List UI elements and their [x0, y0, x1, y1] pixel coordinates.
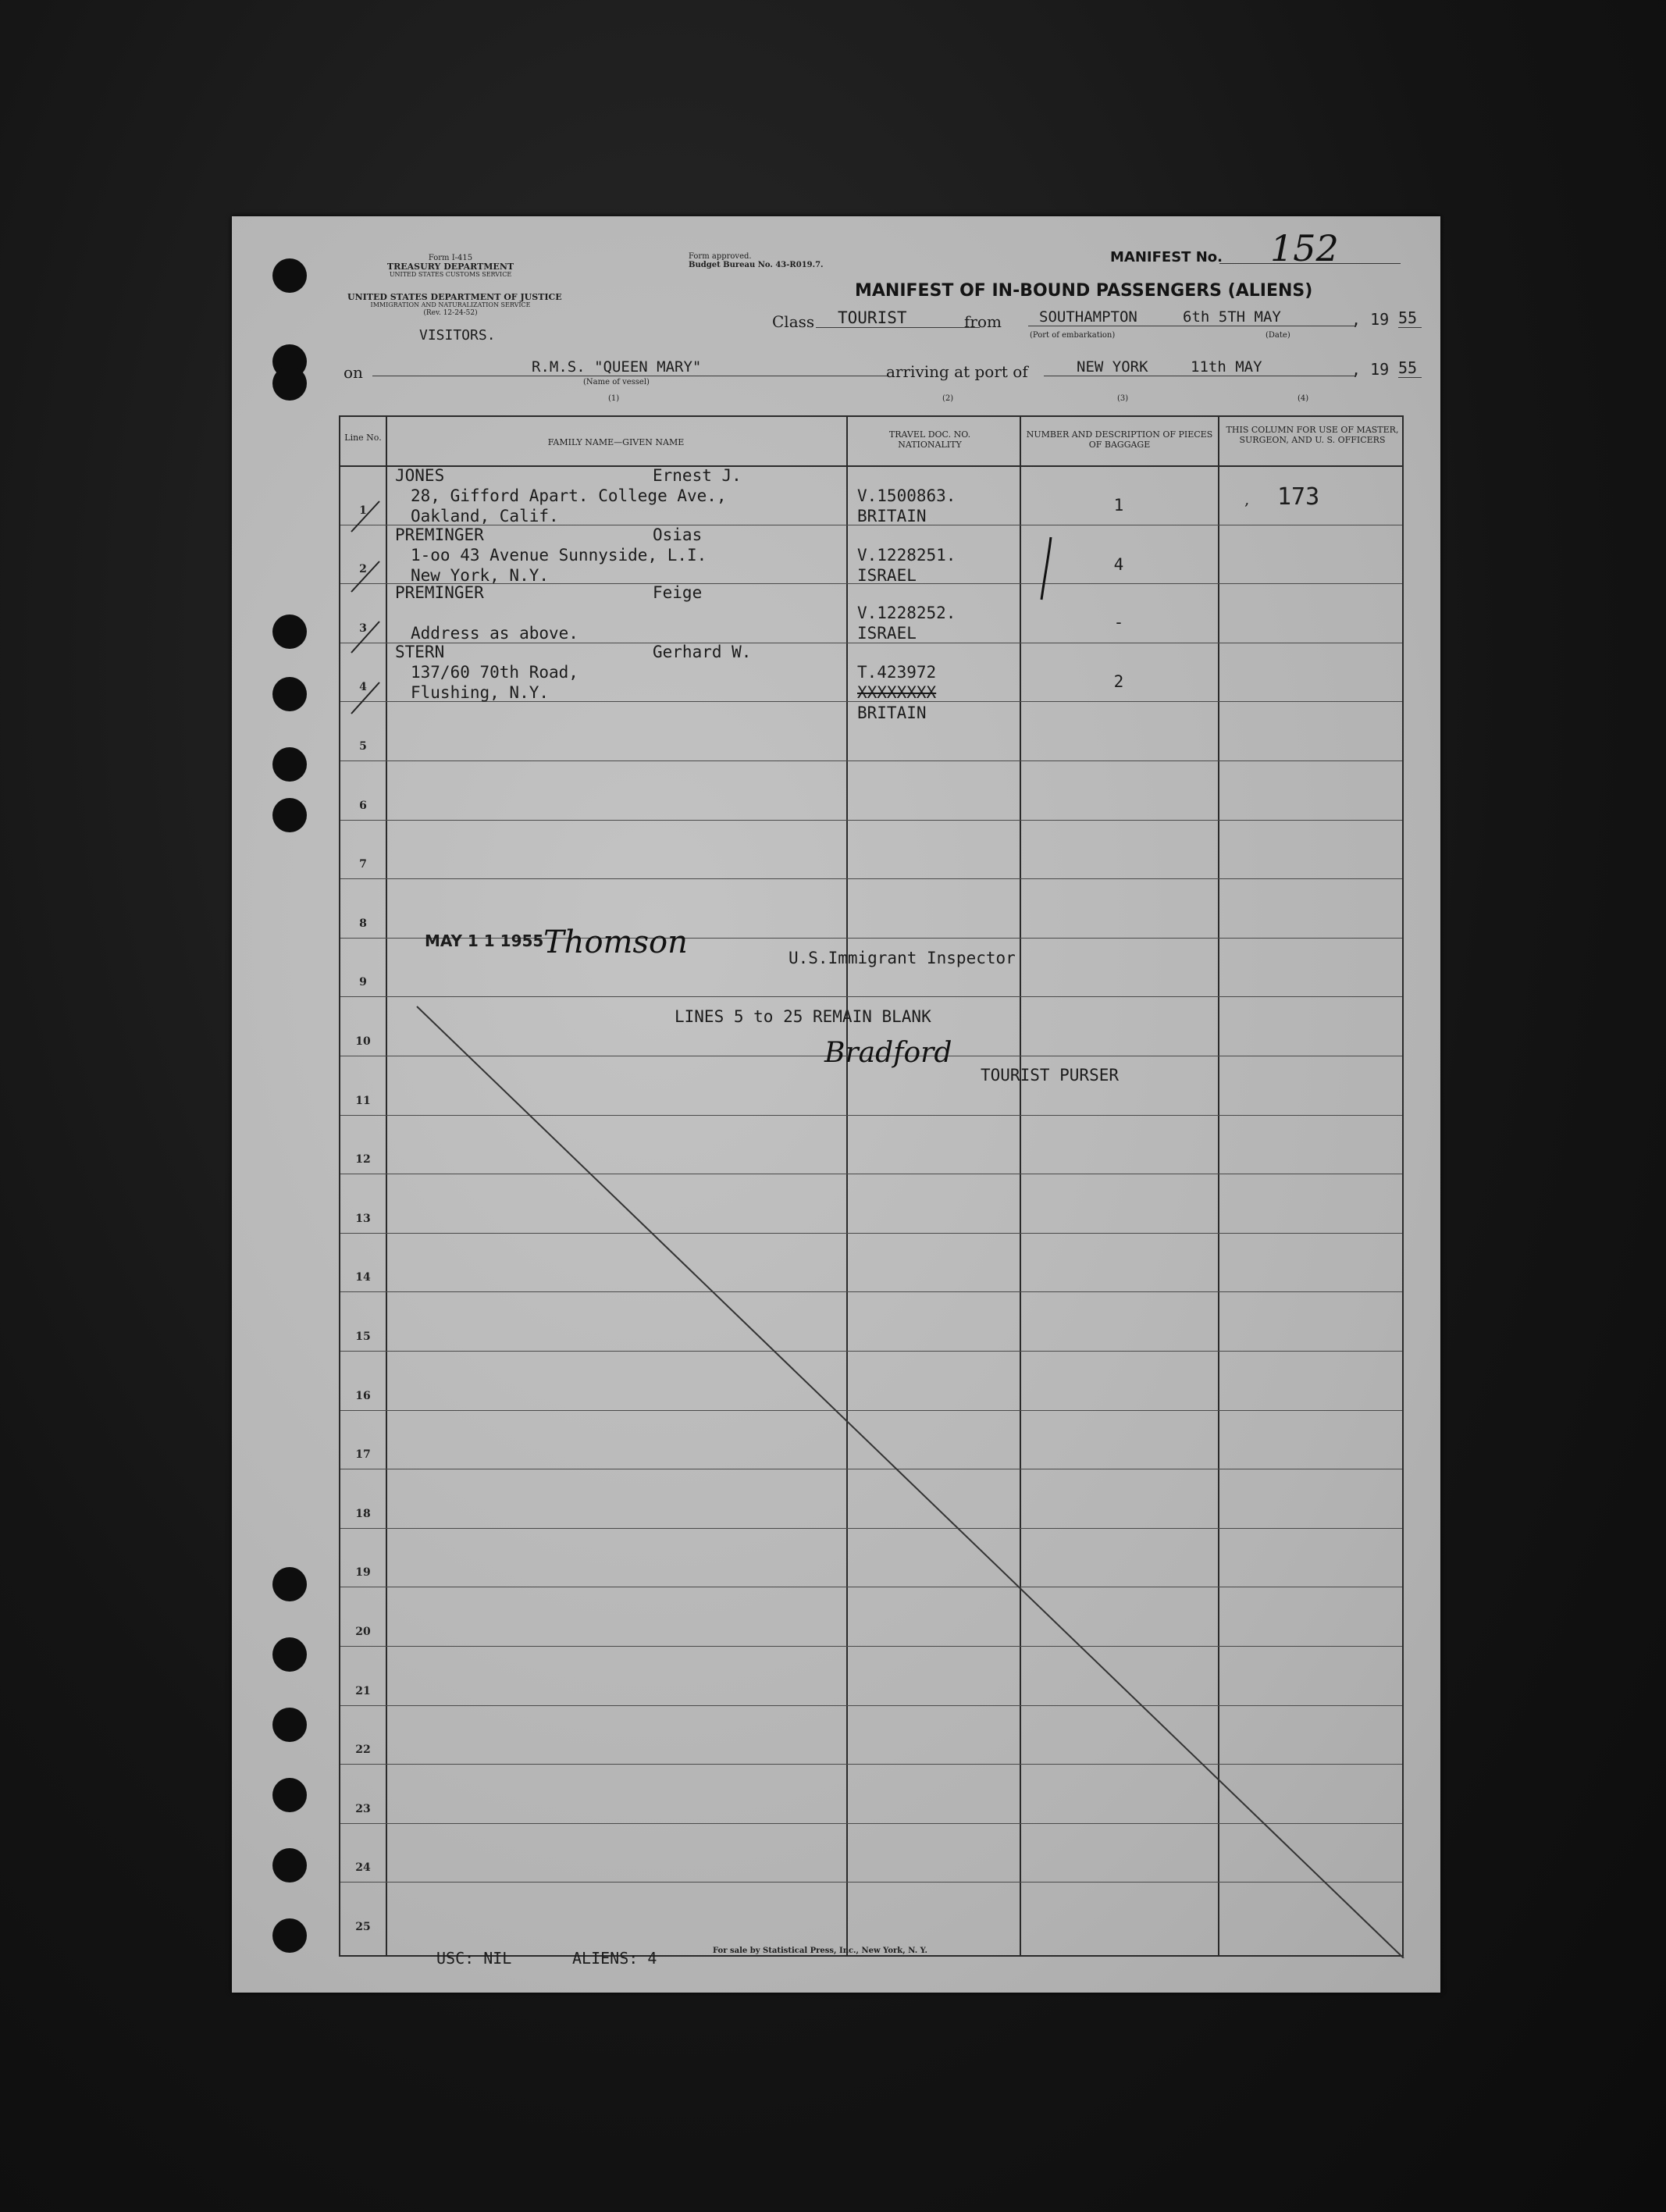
ins-service: IMMIGRATION AND NATURALIZATION SERVICE [370, 301, 531, 308]
binder-hole [272, 1567, 307, 1601]
travel-doc-struck: XXXXXXXX [857, 683, 937, 702]
line-number: 10 [355, 1035, 371, 1048]
line-number: 2 [359, 563, 367, 576]
travel-doc-number: T.423972 [857, 663, 937, 682]
header-name: FAMILY NAME—GIVEN NAME [547, 437, 685, 447]
nationality: BRITAIN [857, 703, 927, 722]
year2-prefix: , 19 [1351, 360, 1390, 379]
purser-signature: Bradford [824, 1037, 952, 1069]
manifest-no-label: MANIFEST No. [1110, 249, 1223, 265]
baggage-count: 4 [1113, 555, 1124, 574]
tick-mark: , [1244, 490, 1250, 508]
travel-doc-number: V.1500863. [857, 486, 956, 505]
binder-hole [272, 366, 307, 401]
passenger-address-city: Flushing, N.Y. [411, 683, 550, 702]
arrival-port: NEW YORK [1044, 358, 1355, 376]
binder-hole [272, 747, 307, 782]
void-diagonal-line [340, 417, 1405, 1958]
passenger-address-city: Address as above. [411, 624, 578, 643]
revision: (Rev. 12-24-52) [423, 309, 478, 317]
line-number: 11 [355, 1094, 371, 1107]
arrival-date: 11th MAY [1191, 358, 1262, 376]
baggage-count: 1 [1113, 496, 1124, 515]
approval-line2: Budget Bureau No. 43-R019.7. [689, 261, 824, 269]
line-number: 14 [355, 1271, 371, 1284]
line-number: 19 [355, 1566, 371, 1580]
officer-note: 173 [1277, 483, 1320, 511]
header-line-no: Line No. [344, 433, 382, 443]
approval-line1: Form approved. [689, 252, 752, 261]
binder-hole [272, 614, 307, 649]
col1-ref: (1) [608, 394, 620, 403]
line-number: 22 [355, 1744, 371, 1757]
nationality: BRITAIN [857, 507, 927, 525]
printer-note: For sale by Statistical Press, Inc., New York, N. Y. [713, 1947, 927, 1955]
header-baggage: NUMBER AND DESCRIPTION OF PIECES OF BAGGAGE [1026, 429, 1213, 450]
embarkation-date: 6th 5TH MAY [1175, 308, 1355, 326]
travel-doc-number: V.1228251. [857, 546, 956, 565]
binder-hole [272, 1778, 307, 1812]
line-number: 7 [359, 858, 367, 871]
class-value: TOURIST [816, 308, 980, 328]
line-number: 1 [359, 504, 367, 517]
from-label: from [964, 312, 1002, 331]
line-number: 16 [355, 1389, 371, 1402]
line-number: 15 [355, 1330, 371, 1343]
passenger-given-name: Feige [653, 583, 703, 602]
on-label: on [344, 363, 363, 382]
vessel-caption: (Name of vessel) [583, 378, 650, 386]
manifest-no-value: 152 [1270, 227, 1339, 269]
binder-hole [272, 1918, 307, 1953]
visitors-label: VISITORS. [419, 327, 496, 344]
binder-hole [272, 258, 307, 293]
binder-hole [272, 1708, 307, 1742]
line-number: 4 [359, 681, 367, 694]
justice-dept: UNITED STATES DEPARTMENT OF JUSTICE [347, 292, 562, 302]
line-number: 25 [355, 1921, 371, 1933]
line-number: 18 [355, 1507, 371, 1520]
embarkation-port: SOUTHAMPTON [1028, 308, 1184, 326]
line-number: 23 [355, 1802, 371, 1815]
line-number: 13 [355, 1212, 371, 1225]
line-number: 8 [359, 917, 367, 930]
binder-hole [272, 1848, 307, 1883]
inspector-signature: Thomson [543, 924, 688, 960]
year2-value: 55 [1398, 358, 1422, 378]
passenger-address: 1-oo 43 Avenue Sunnyside, L.I. [411, 546, 707, 565]
binder-hole [272, 1637, 307, 1672]
line-number: 9 [359, 976, 367, 989]
line-number: 21 [355, 1684, 371, 1697]
line-number: 5 [359, 740, 367, 753]
passenger-family-name: JONES [395, 466, 445, 485]
treasury-dept: TREASURY DEPARTMENT [386, 262, 514, 272]
passenger-given-name: Ernest J. [653, 466, 742, 485]
form-number: Form I-415 [428, 254, 473, 262]
inspector-title: U.S.Immigrant Inspector [789, 949, 1016, 967]
nationality: ISRAEL [857, 624, 917, 643]
line-number: 17 [355, 1448, 371, 1462]
date-caption: (Date) [1266, 331, 1290, 340]
line-number: 24 [355, 1861, 371, 1875]
passenger-given-name: Gerhard W. [653, 643, 752, 661]
aliens-count: ALIENS: 4 [572, 1949, 657, 1968]
passenger-address-city: Oakland, Calif. [411, 507, 559, 525]
passenger-address-city: New York, N.Y. [411, 566, 550, 585]
vessel-name: R.M.S. "QUEEN MARY" [372, 358, 888, 376]
customs-service: UNITED STATES CUSTOMS SERVICE [389, 271, 512, 278]
header-officers: THIS COLUMN FOR USE OF MASTER, SURGEON, AND U. S. OFFICERS [1226, 425, 1399, 445]
usc-count: USC: NIL [436, 1949, 512, 1968]
passenger-family-name: STERN [395, 643, 445, 661]
passenger-family-name: PREMINGER [395, 525, 484, 544]
manifest-title: MANIFEST OF IN-BOUND PASSENGERS (ALIENS) [855, 281, 1313, 301]
line-number: 3 [359, 622, 367, 635]
class-label: Class [772, 312, 815, 331]
arrival-stamp: MAY 1 1 1955 [425, 931, 544, 950]
year-value: 55 [1398, 308, 1422, 328]
purser-title: TOURIST PURSER [981, 1066, 1120, 1085]
passenger-family-name: PREMINGER [395, 583, 484, 602]
year-prefix: , 19 [1351, 310, 1390, 329]
baggage-count: - [1113, 613, 1124, 632]
line-number: 6 [359, 799, 367, 812]
manifest-sheet [232, 216, 1440, 1993]
arriving-label: arriving at port of [886, 362, 1028, 381]
header-travel-doc: TRAVEL DOC. NO. NATIONALITY [888, 429, 971, 450]
col2-ref: (2) [942, 394, 954, 403]
passenger-given-name: Osias [653, 525, 703, 544]
passenger-address: 28, Gifford Apart. College Ave., [411, 486, 727, 505]
line-number: 20 [355, 1626, 371, 1638]
passenger-address: 137/60 70th Road, [411, 663, 578, 682]
binder-hole [272, 798, 307, 832]
passenger-table [339, 415, 1404, 1957]
blank-lines-note: LINES 5 to 25 REMAIN BLANK [675, 1007, 931, 1026]
baggage-count: 2 [1113, 672, 1124, 691]
col4-ref: (4) [1298, 394, 1309, 403]
binder-hole [272, 677, 307, 711]
travel-doc-number: V.1228252. [857, 604, 956, 622]
col3-ref: (3) [1117, 394, 1129, 403]
embarkation-caption: (Port of embarkation) [1030, 331, 1116, 340]
line-number: 12 [355, 1153, 371, 1167]
nationality: ISRAEL [857, 566, 917, 585]
